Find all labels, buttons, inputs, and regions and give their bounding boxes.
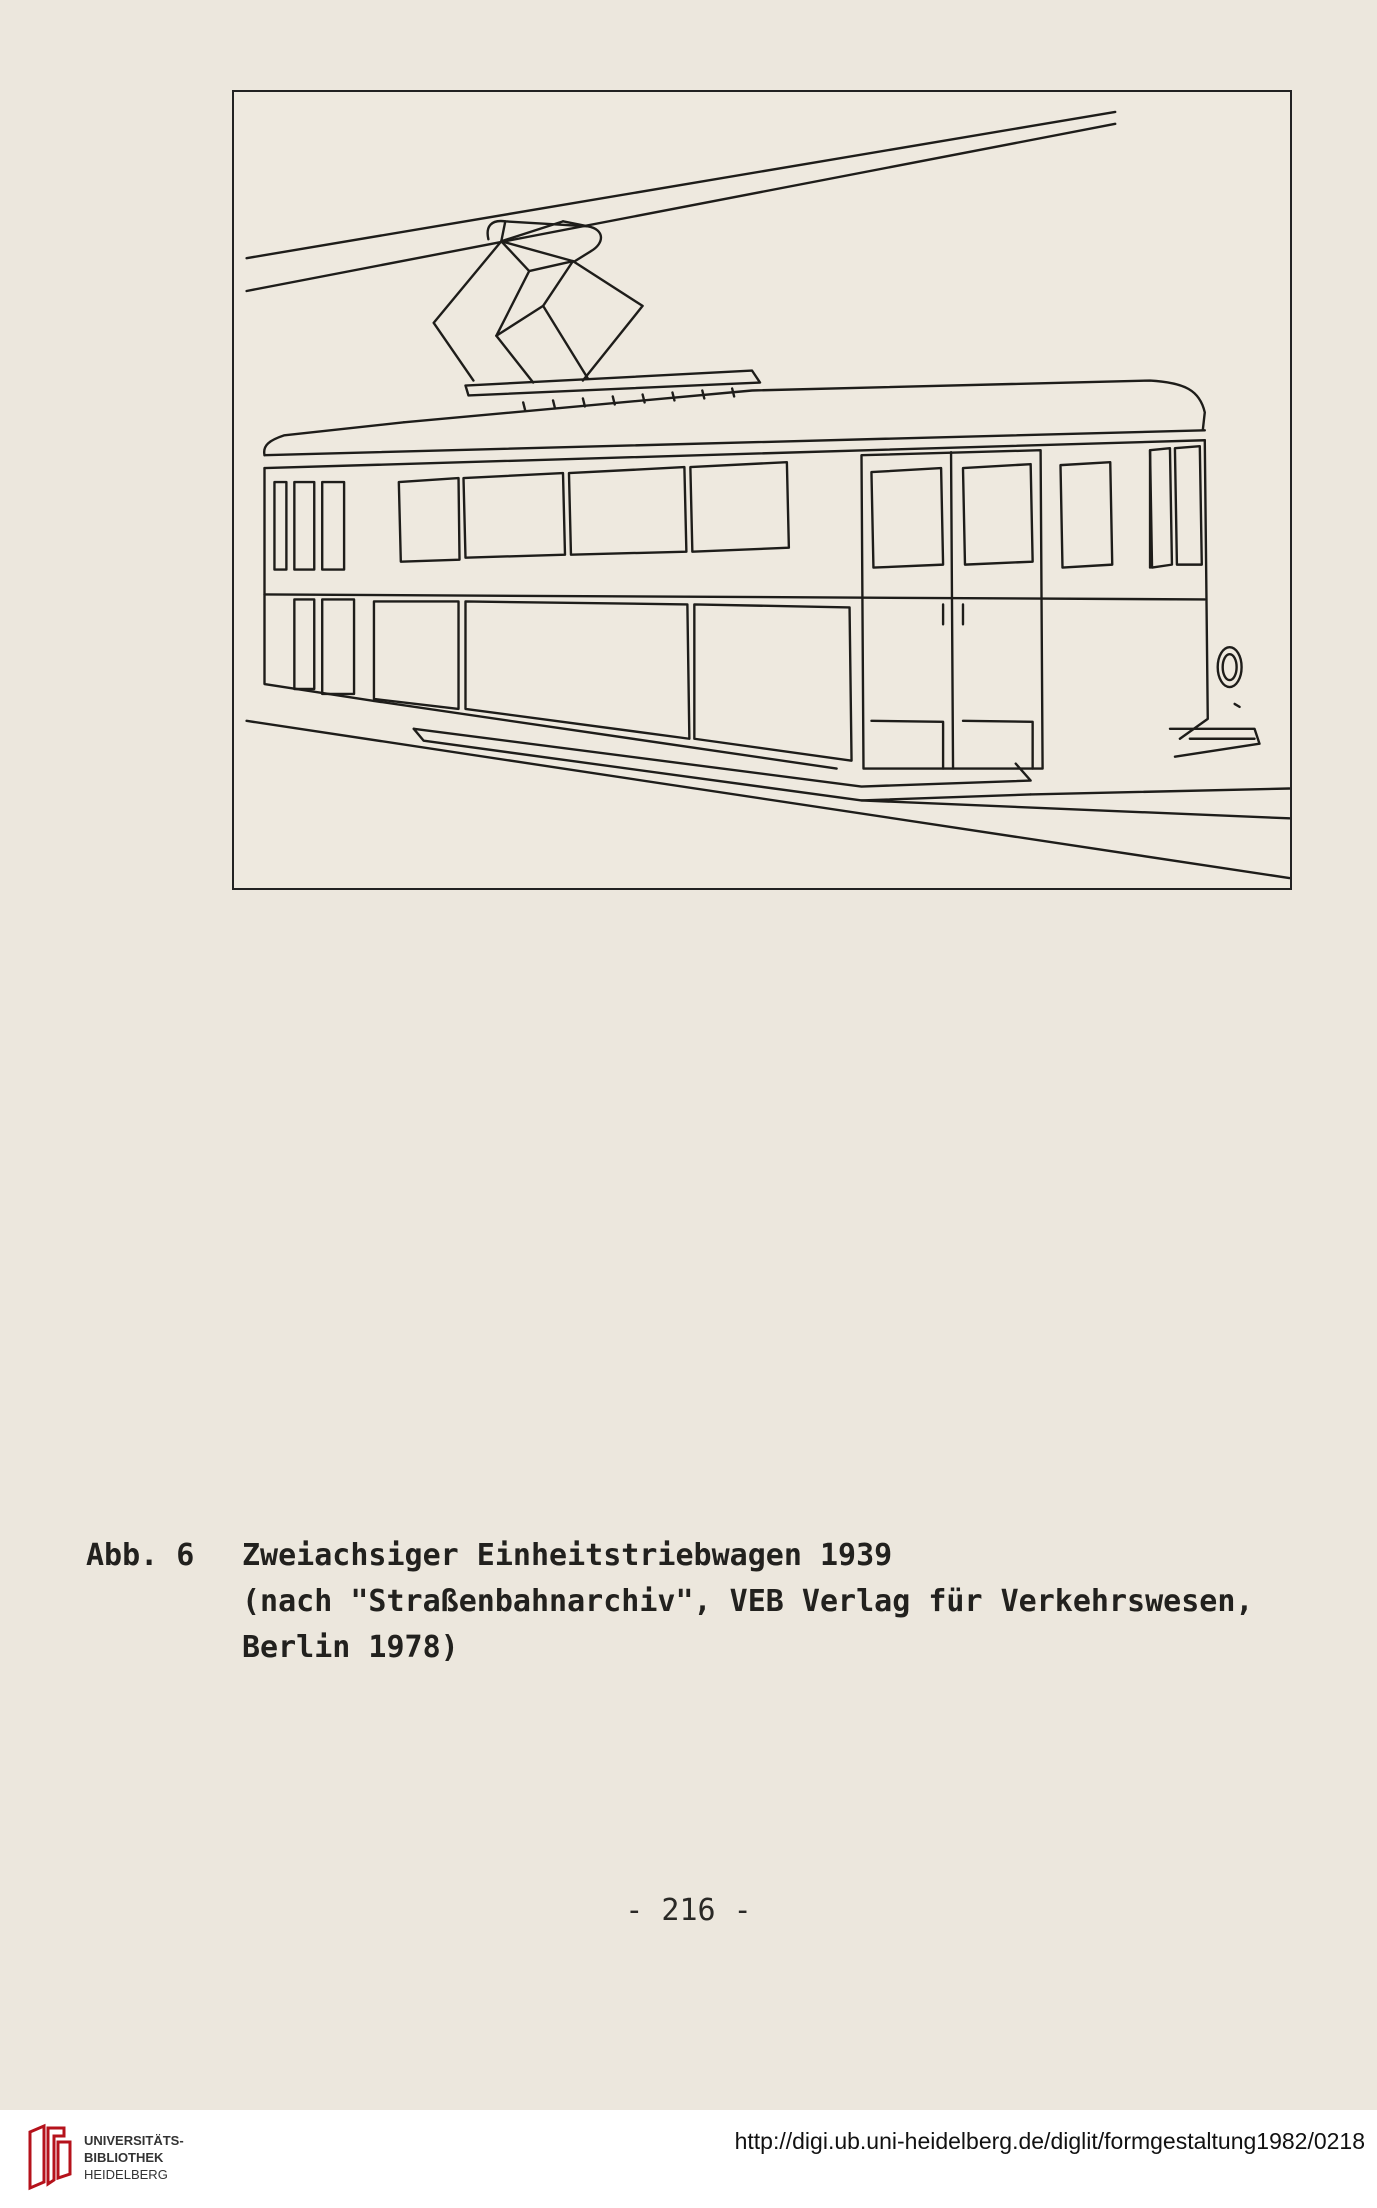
page-number: - 216 -	[625, 1893, 752, 1928]
caption-line-1: Zweiachsiger Einheitstriebwagen 1939	[242, 1538, 893, 1573]
library-name-line-1: UNIVERSITÄTS-	[84, 2133, 184, 2148]
figure-label: Abb. 6	[86, 1538, 195, 1573]
caption-line-2: (nach "Straßenbahnarchiv", VEB Verlag für Verkehrswesen,	[242, 1584, 1254, 1619]
digitization-footer	[0, 2110, 1377, 2208]
tram-illustration	[232, 90, 1292, 890]
source-url-link[interactable]: http://digi.ub.uni-heidelberg.de/diglit/formgestaltung1982/0218	[734, 2128, 1365, 2154]
caption-line-3: Berlin 1978)	[242, 1630, 459, 1665]
library-name-line-2: BIBLIOTHEK	[84, 2150, 164, 2165]
tram-drawing	[234, 92, 1290, 888]
library-name	[84, 2132, 184, 2183]
library-logo-icon	[24, 2122, 76, 2194]
figure-caption	[86, 1533, 1346, 1809]
library-name-line-3: HEIDELBERG	[84, 2167, 168, 2182]
